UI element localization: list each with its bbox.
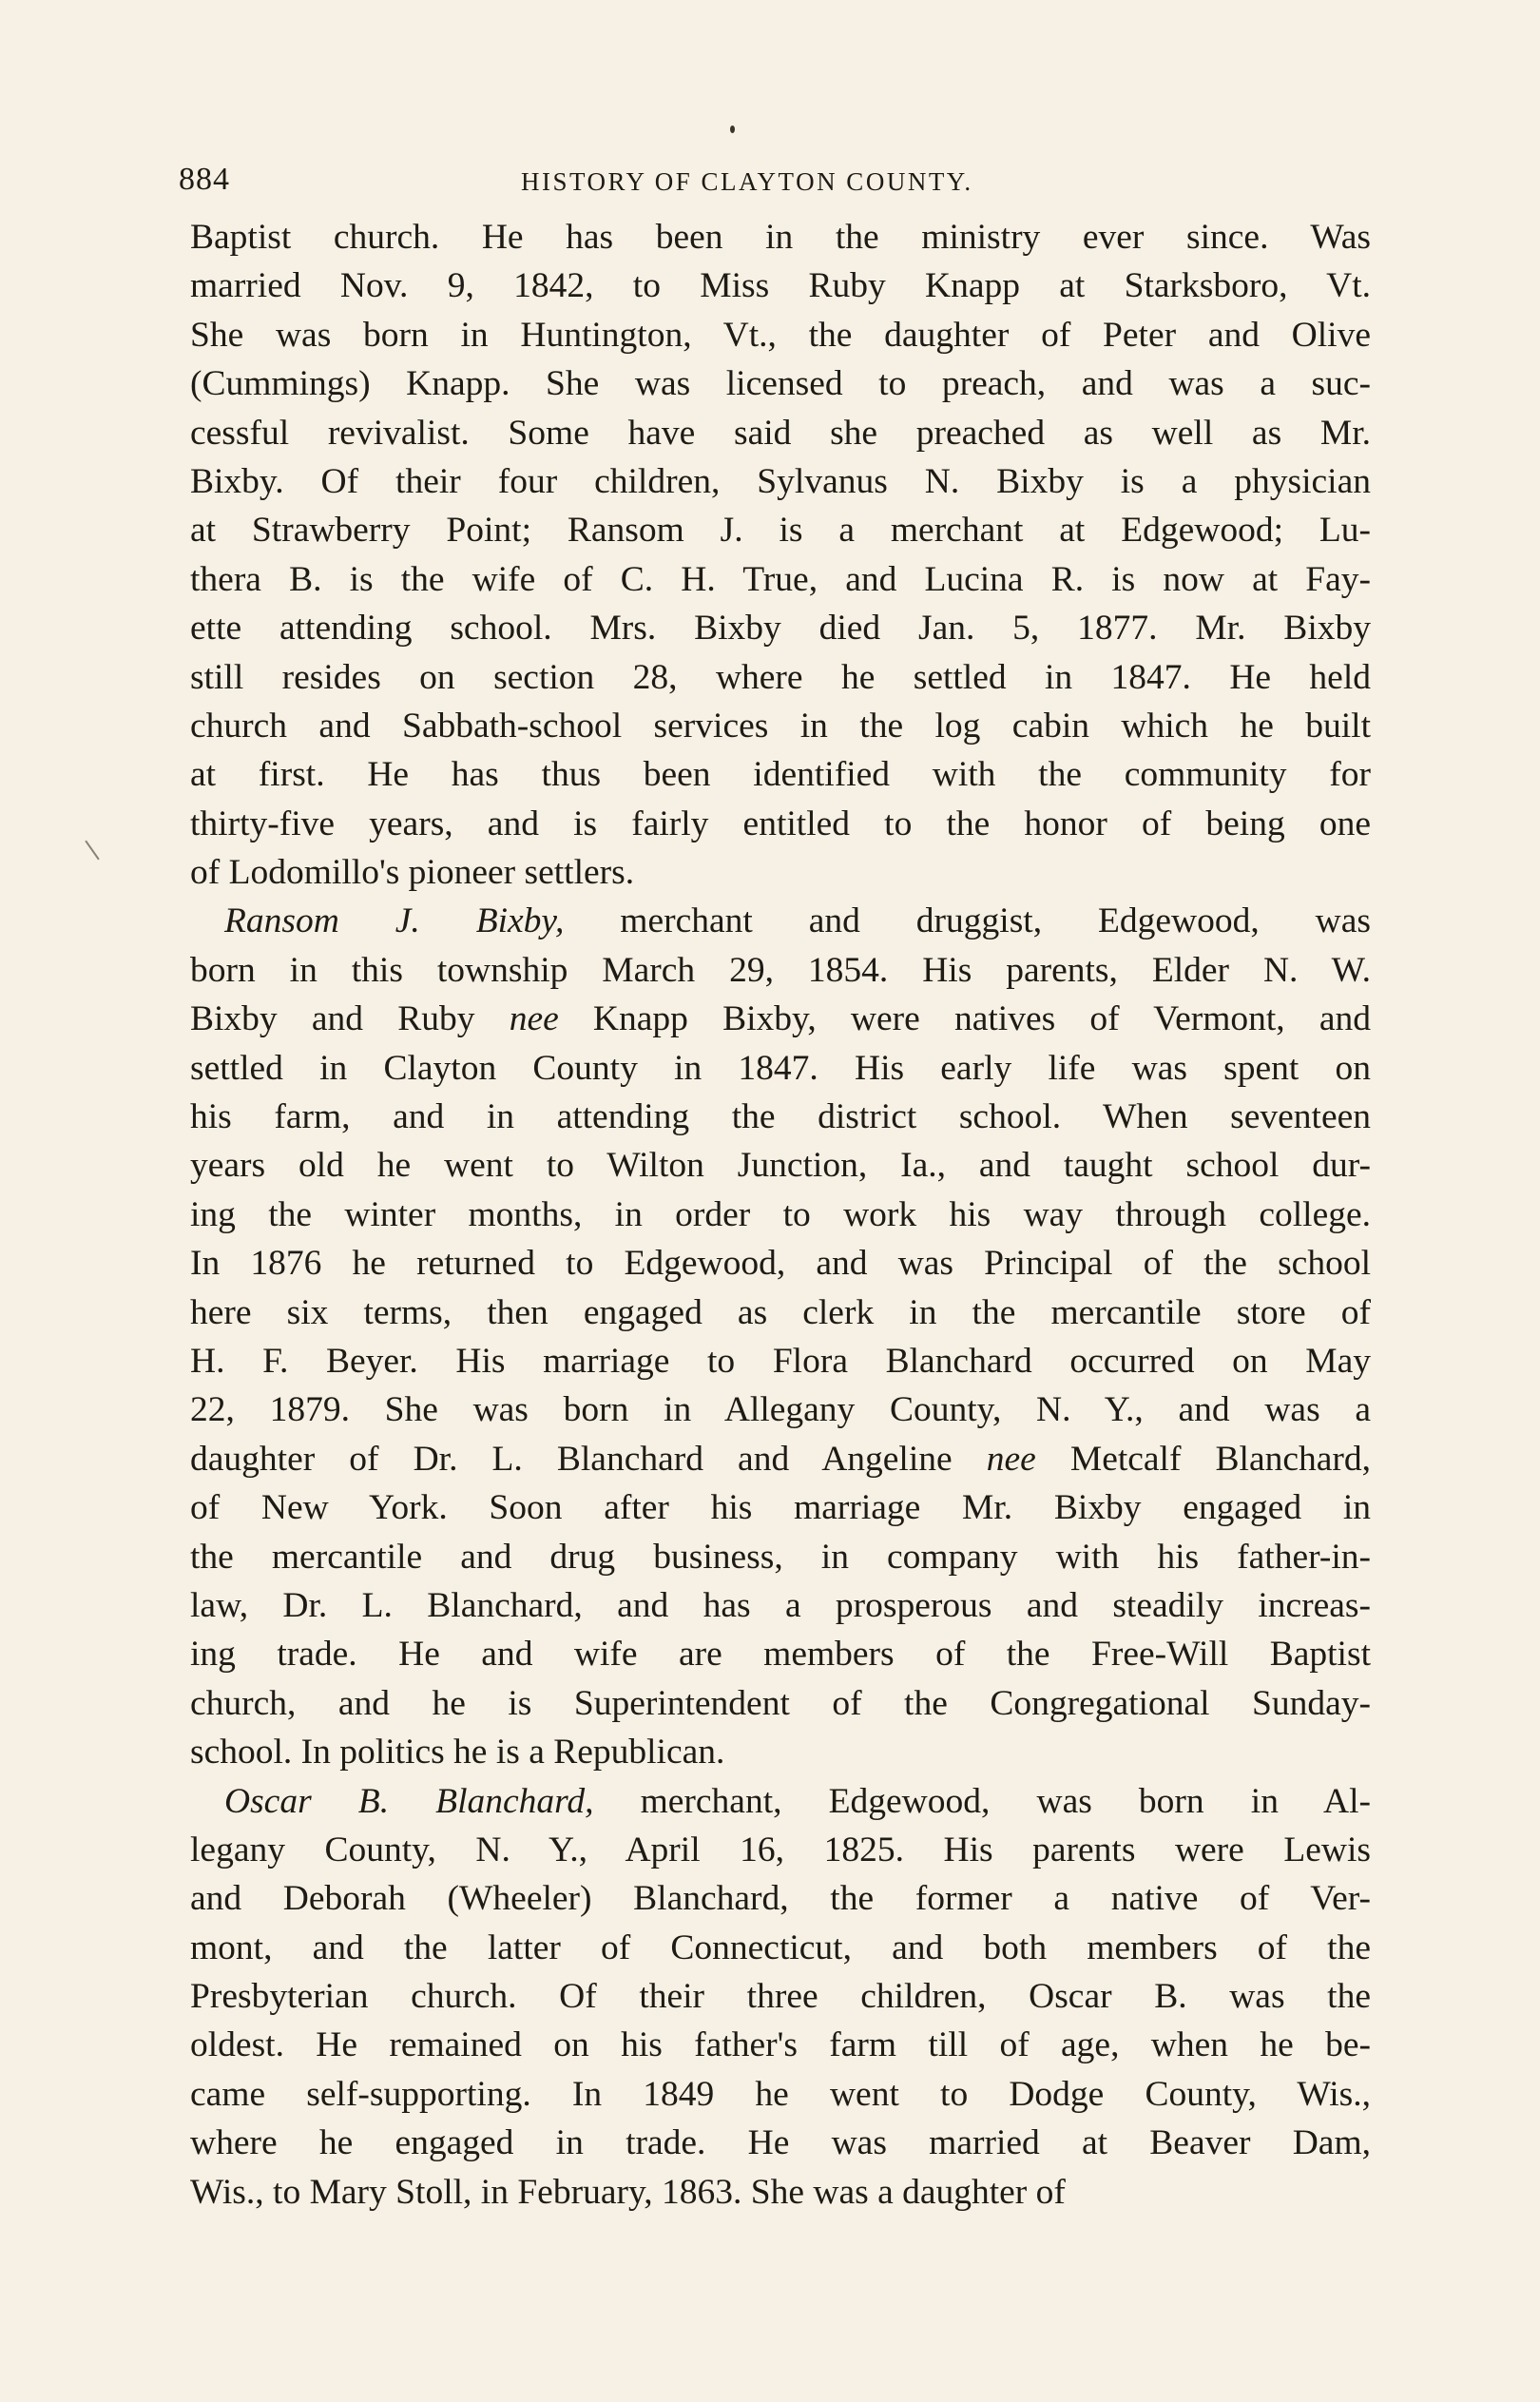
text-line (190, 1630, 1371, 1678)
text-line (190, 1044, 1371, 1093)
text-line (190, 311, 1371, 359)
text-line (190, 848, 1371, 897)
text-line (190, 457, 1371, 506)
text-run: the mercantile and drug business, in company with his father-in- (190, 1537, 1371, 1577)
italic-run: Oscar B. Blanchard, (224, 1781, 594, 1821)
text-run: Bixby and Ruby (190, 999, 510, 1039)
text-run: thirty-five years, and is fairly entitled to the honor of being one (190, 804, 1371, 843)
text-run: 22, 1879. She was born in Allegany County, N. Y., and was a (190, 1390, 1371, 1430)
text-run: married Nov. 9, 1842, to Miss Ruby Knapp at Starksboro, Vt. (190, 266, 1371, 306)
text-run: (Cummings) Knapp. She was licensed to preach, and was a suc- (190, 364, 1371, 404)
italic-run: Ransom J. Bixby, (224, 901, 565, 941)
text-line (190, 555, 1371, 604)
text-run: his farm, and in attending the district school. When seventeen (190, 1097, 1371, 1137)
text-line (190, 897, 1371, 945)
text-line (190, 213, 1371, 262)
text-line (190, 1483, 1371, 1532)
text-line (190, 506, 1371, 554)
text-run: law, Dr. L. Blanchard, and has a prosperous and steadily increas- (190, 1585, 1371, 1625)
text-run: ing the winter months, in order to work his way through college. (190, 1194, 1371, 1234)
text-run: settled in Clayton County in 1847. His early life was spent on (190, 1048, 1371, 1088)
text-run: mont, and the latter of Connecticut, and both members of the (190, 1927, 1371, 1967)
text-run: She was born in Huntington, Vt., the daughter of Peter and Olive (190, 315, 1371, 355)
text-run: oldest. He remained on his father's farm till of age, when he be- (190, 2025, 1371, 2065)
text-line (190, 1777, 1371, 1826)
text-line (190, 2168, 1371, 2217)
text-line (190, 1826, 1371, 1874)
text-line (190, 750, 1371, 799)
text-line (190, 1924, 1371, 1972)
text-line (190, 995, 1371, 1043)
text-run: merchant and druggist, Edgewood, was (564, 901, 1371, 941)
text-line (190, 1972, 1371, 2021)
text-run: legany County, N. Y., April 16, 1825. His parents were Lewis (190, 1830, 1371, 1869)
text-run: cessful revivalist. Some have said she preached as well as Mr. (190, 413, 1371, 453)
text-line (190, 262, 1371, 310)
text-line (190, 1533, 1371, 1581)
text-line (190, 2119, 1371, 2167)
text-line (190, 653, 1371, 702)
text-line (190, 409, 1371, 457)
text-run: Knapp Bixby, were natives of Vermont, and (558, 999, 1371, 1039)
text-line (190, 800, 1371, 848)
text-run: daughter of Dr. L. Blanchard and Angeline (190, 1439, 987, 1479)
text-line (190, 2070, 1371, 2119)
text-run: Baptist church. He has been in the ministry ever since. Was (190, 218, 1371, 257)
text-line (190, 1874, 1371, 1923)
body-text (190, 213, 1371, 2217)
text-run: where he engaged in trade. He was married at Beaver Dam, (190, 2123, 1371, 2163)
text-line (190, 1679, 1371, 1728)
italic-run: nee (509, 999, 559, 1039)
text-line (190, 1728, 1371, 1776)
running-head-title: HISTORY OF CLAYTON COUNTY. (521, 167, 973, 196)
text-run: born in this township March 29, 1854. His parents, Elder N. W. (190, 950, 1371, 990)
text-line (190, 1385, 1371, 1434)
text-line (190, 1337, 1371, 1385)
text-run: Wis., to Mary Stoll, in February, 1863. She was a daughter of (190, 2172, 1066, 2212)
text-run: school. In politics he is a Republican. (190, 1733, 725, 1772)
text-run: here six terms, then engaged as clerk in the mercantile store of (190, 1292, 1371, 1332)
text-run: thera B. is the wife of C. H. True, and Lucina R. is now at Fay- (190, 559, 1371, 599)
text-line (190, 702, 1371, 750)
text-line (190, 1581, 1371, 1630)
text-line (190, 1191, 1371, 1239)
text-run: at first. He has thus been identified with the community for (190, 755, 1371, 795)
text-line (190, 1435, 1371, 1483)
text-run: at Strawberry Point; Ransom J. is a merchant at Edgewood; Lu- (190, 511, 1371, 551)
text-line (190, 946, 1371, 995)
text-run: ing trade. He and wife are members of the Free-Will Baptist (190, 1635, 1371, 1675)
text-line (190, 1288, 1371, 1337)
text-line (190, 359, 1371, 408)
text-run: church and Sabbath-school services in the log cabin which he built (190, 706, 1371, 746)
text-run: of New York. Soon after his marriage Mr. Bixby engaged in (190, 1488, 1371, 1528)
text-run: Metcalf Blanchard, (1035, 1439, 1372, 1479)
italic-run: nee (986, 1439, 1036, 1479)
text-line (190, 2021, 1371, 2069)
text-line (190, 1141, 1371, 1190)
text-run: church, and he is Superintendent of the Congregational Sunday- (190, 1683, 1371, 1723)
text-run: and Deborah (Wheeler) Blanchard, the former a native of Ver- (190, 1879, 1371, 1919)
text-line (190, 604, 1371, 652)
text-run: H. F. Beyer. His marriage to Flora Blanchard occurred on May (190, 1341, 1371, 1381)
text-run: years old he went to Wilton Junction, Ia., and taught school dur- (190, 1146, 1371, 1186)
text-run: came self-supporting. In 1849 he went to Dodge County, Wis., (190, 2074, 1371, 2114)
print-speck-mark (730, 126, 735, 133)
text-run: ette attending school. Mrs. Bixby died Jan. 5, 1877. Mr. Bixby (190, 609, 1371, 649)
text-line (190, 1239, 1371, 1288)
page-number: 884 (179, 162, 230, 197)
text-run: Presbyterian church. Of their three children, Oscar B. was the (190, 1977, 1371, 2017)
margin-mark (85, 841, 99, 861)
text-run: still resides on section 28, where he settled in 1847. He held (190, 657, 1371, 697)
text-line (190, 1093, 1371, 1141)
text-run: Bixby. Of their four children, Sylvanus N. Bixby is a physician (190, 461, 1371, 501)
text-run: of Lodomillo's pioneer settlers. (190, 853, 635, 893)
text-run: In 1876 he returned to Edgewood, and was Principal of the school (190, 1244, 1371, 1284)
text-run: merchant, Edgewood, was born in Al- (593, 1781, 1371, 1821)
